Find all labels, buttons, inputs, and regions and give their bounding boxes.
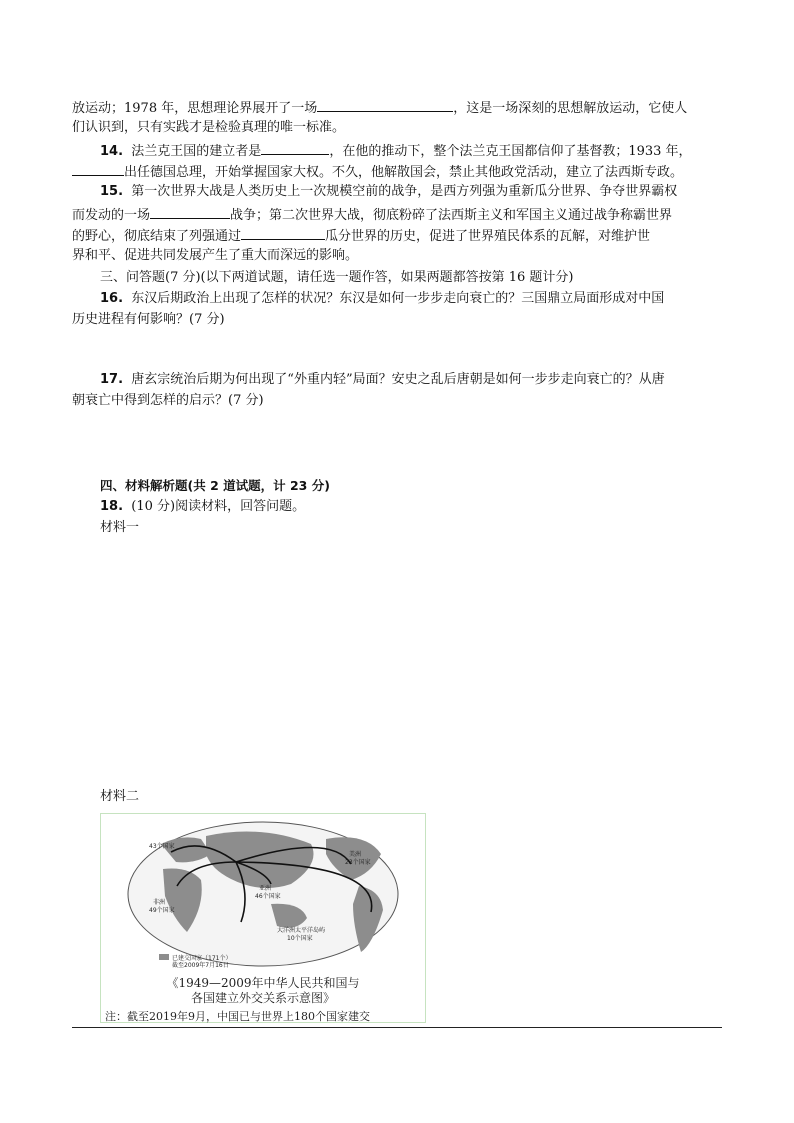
text-fragment: 唐玄宗统治后期为何出现了“外重内轻”局面？安史之乱后唐朝是如何一步步走向衰亡的？从唐 xyxy=(131,372,665,387)
answer-blank[interactable] xyxy=(72,161,124,176)
legend-text-2: 截至2009年7月16日 xyxy=(172,962,229,969)
question-15-line-3 xyxy=(72,225,650,246)
question-number: 18. xyxy=(100,499,124,514)
question-14-line-2 xyxy=(72,161,683,182)
text-fragment: 的野心，彻底结束了列强通过 xyxy=(72,229,242,244)
material-1-label: 材料一 xyxy=(100,520,140,535)
text-fragment: 放运动；1978 年，思想理论界展开了一场 xyxy=(72,101,318,116)
section-4-heading: 四、材料解析题(共 2 道试题，计 23 分) xyxy=(100,478,330,493)
label-africa-name: 非洲 xyxy=(153,899,166,906)
text-fragment: (10 分)阅读材料，回答问题。 xyxy=(131,499,306,514)
label-oceania-name: 大洋洲太平洋岛屿 xyxy=(277,927,326,934)
label-africa-count: 49个国家 xyxy=(149,907,175,914)
question-17-line-1 xyxy=(100,370,665,389)
question-15-line-2 xyxy=(72,204,672,225)
question-number: 17. xyxy=(100,372,124,387)
material-2-label: 材料二 xyxy=(100,789,140,804)
label-asia-count: 46个国家 xyxy=(255,893,281,900)
question-18-line-1 xyxy=(100,497,305,516)
text-fragment: 战争；第二次世界大战，彻底粉碎了法西斯主义和军国主义通过战争称霸世界 xyxy=(230,208,673,223)
legend-text-1: 已建交国家（171个） xyxy=(172,955,232,962)
label-asia-name: 亚洲 xyxy=(259,885,272,892)
label-europe: 43个国家 xyxy=(149,843,175,850)
text-fragment: ，这是一场深刻的思想解放运动，它使人 xyxy=(453,101,688,116)
text-fragment: 出任德国总理，开始掌握国家大权。不久，他解散国会，禁止其他政党活动，建立了法西斯专政。 xyxy=(124,165,684,180)
section-3-heading: 三、问答题(7 分)(以下两道试题，请任选一题作答，如果两题都答按第 16 题计分) xyxy=(100,270,574,285)
question-16-line-2: 历史进程有何影响？(7 分) xyxy=(72,312,225,327)
text-fragment: 而发动的一场 xyxy=(72,208,151,223)
bottom-rule xyxy=(72,1027,722,1028)
label-america-count: 23个国家 xyxy=(345,859,371,866)
text-fragment: 第一次世界大战是人类历史上一次规模空前的战争，是西方列强为重新瓜分世界、争夺世界霸权 xyxy=(131,184,678,199)
figure-caption-line-1: 《1949—2009年中华人民共和国与 xyxy=(166,976,360,990)
question-16-line-1 xyxy=(100,289,664,308)
question-number: 15. xyxy=(100,184,124,199)
legend-swatch xyxy=(159,954,169,960)
label-america-name: 美洲 xyxy=(349,851,362,858)
answer-blank[interactable] xyxy=(150,204,230,219)
question-number: 14. xyxy=(100,144,124,159)
question-15-line-4: 界和平、促进共同发展产生了重大而深远的影响。 xyxy=(72,248,359,263)
world-map xyxy=(101,814,425,972)
question-number: 16. xyxy=(100,291,124,306)
question-15-line-1 xyxy=(100,182,677,201)
text-fragment: ，在他的推动下，整个法兰克王国都信仰了基督教；1933 年， xyxy=(329,144,692,159)
answer-blank[interactable] xyxy=(261,140,329,155)
figure-caption-line-2: 各国建立外交关系示意图》 xyxy=(190,991,335,1005)
diplomatic-relations-map-figure xyxy=(100,813,426,1023)
label-oceania-count: 10个国家 xyxy=(287,935,313,942)
answer-blank[interactable] xyxy=(317,97,453,112)
text-line-1 xyxy=(72,97,687,118)
text-fragment: 法兰克王国的建立者是 xyxy=(131,144,262,159)
question-14-line-1 xyxy=(100,140,692,161)
figure-note: 注：截至2019年9月，中国已与世界上180个国家建交 xyxy=(105,1010,370,1023)
answer-blank[interactable] xyxy=(241,225,325,240)
text-fragment: 瓜分世界的历史，促进了世界殖民体系的瓦解，对维护世 xyxy=(325,229,651,244)
text-line-2: 们认识到，只有实践才是检验真理的唯一标准。 xyxy=(72,120,346,135)
text-fragment: 东汉后期政治上出现了怎样的状况？东汉是如何一步步走向衰亡的？三国鼎立局面形成对中国 xyxy=(131,291,665,306)
question-17-line-2: 朝衰亡中得到怎样的启示？(7 分) xyxy=(72,393,264,408)
